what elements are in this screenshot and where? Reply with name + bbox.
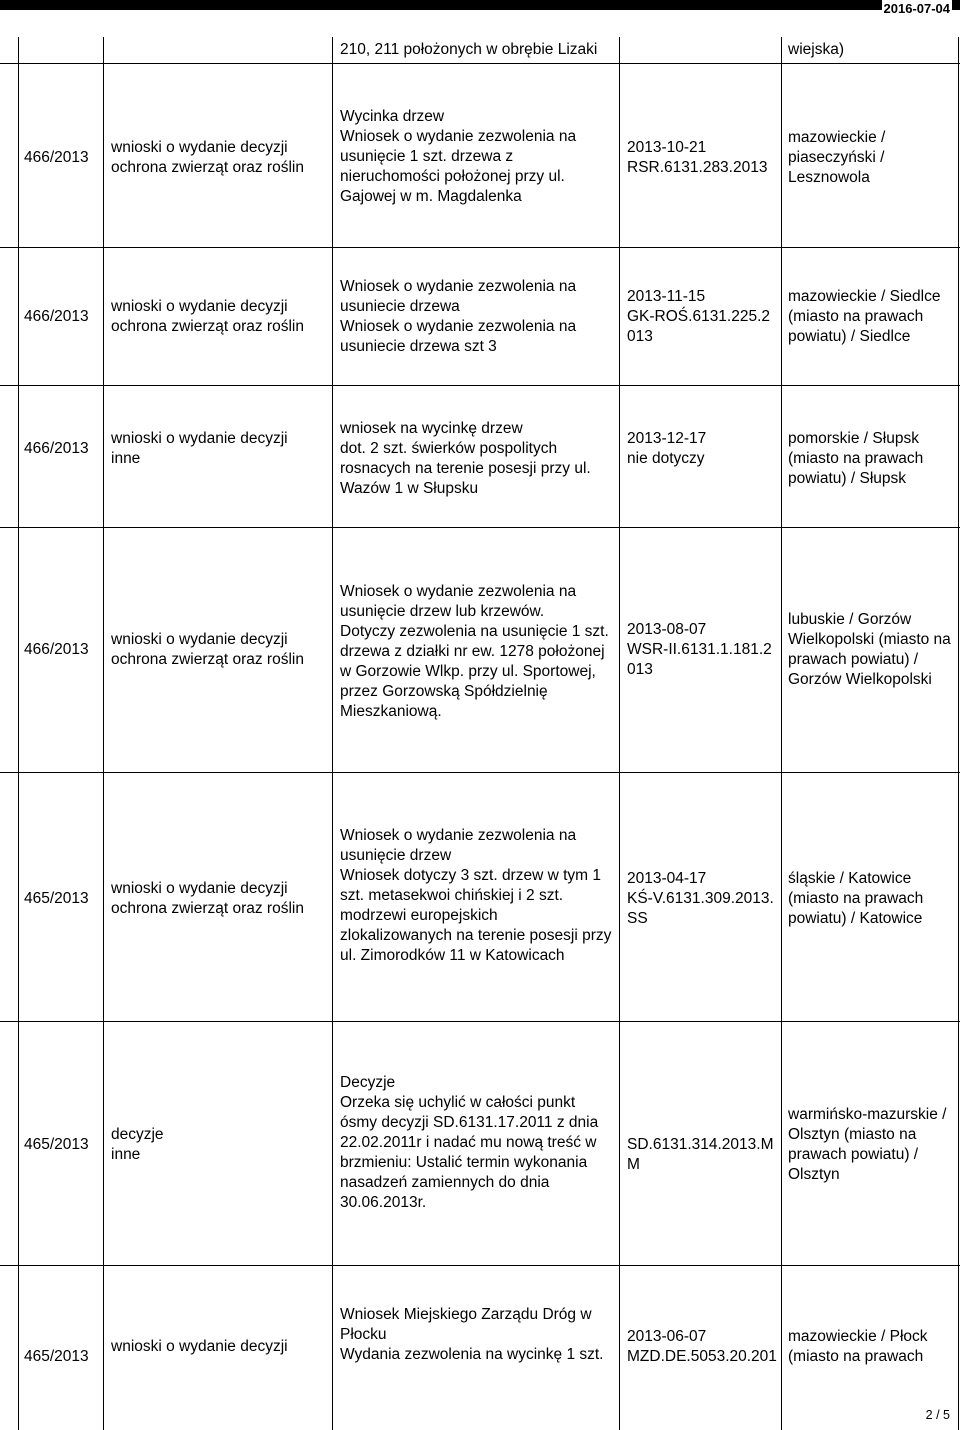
case-description-line: usuniecie drzewa szt 3 xyxy=(340,338,497,355)
case-description-line: Wniosek dotyczy 3 szt. drzew w tym 1 xyxy=(340,867,601,884)
column-divider xyxy=(619,37,620,1430)
case-date-reference xyxy=(627,620,772,680)
case-description-line: Decyzje xyxy=(340,1074,396,1091)
case-number: 465/2013 xyxy=(24,1136,89,1153)
case-number: 466/2013 xyxy=(24,641,89,658)
case-description-line: modrzewi europejskich xyxy=(340,907,498,924)
case-description-line: dot. 2 szt. świerków pospolitych xyxy=(340,440,558,457)
case-region-line: pomorskie / Słupsk xyxy=(788,430,919,447)
case-type-line: ochrona zwierząt oraz roślin xyxy=(111,318,304,335)
continued-region: wiejska) xyxy=(788,41,844,58)
case-region xyxy=(788,429,923,489)
case-date-reference-line: 2013-11-15 xyxy=(627,288,706,305)
case-region-line: lubuskie / Gorzów xyxy=(788,611,912,628)
case-description xyxy=(340,1305,604,1365)
case-description-line: Wniosek Miejskiego Zarządu Dróg w xyxy=(340,1306,592,1323)
case-region xyxy=(788,869,923,929)
case-description xyxy=(340,582,609,722)
header-bar xyxy=(0,0,960,10)
row-divider xyxy=(0,1265,960,1266)
case-description-line: przez Gorzowską Spółdzielnię xyxy=(340,683,548,700)
case-type-line: wnioski o wydanie decyzji xyxy=(111,139,288,156)
case-number: 465/2013 xyxy=(24,890,89,907)
case-date-reference-line: SS xyxy=(627,910,648,927)
case-date-reference-line: 013 xyxy=(627,328,653,345)
case-description-line: w Gorzowie Wlkp. przy ul. Sportowej, xyxy=(340,663,596,680)
case-description-line: ul. Zimorodków 11 w Katowicach xyxy=(340,947,565,964)
case-type-line: ochrona zwierząt oraz roślin xyxy=(111,900,304,917)
row-divider xyxy=(0,385,960,386)
case-number: 465/2013 xyxy=(24,1348,89,1365)
column-divider xyxy=(781,37,782,1430)
case-description-line: usuniecie drzewa xyxy=(340,298,460,315)
case-description-line: brzmieniu: Ustalić termin wykonania xyxy=(340,1154,588,1171)
case-type-line: inne xyxy=(111,450,141,467)
case-type-line: wnioski o wydanie decyzji xyxy=(111,631,288,648)
column-divider xyxy=(103,37,104,1430)
case-region xyxy=(788,287,940,347)
case-region-line: (miasto na prawach xyxy=(788,890,924,907)
case-region xyxy=(788,1105,946,1185)
case-description-line: 22.02.2011r i nadać mu nową treść w xyxy=(340,1134,597,1151)
case-date-reference-line: 2013-06-07 xyxy=(627,1328,707,1345)
case-type xyxy=(111,630,304,670)
case-region-line: Lesznowola xyxy=(788,169,870,186)
page-number: 2 / 5 xyxy=(925,1408,950,1422)
case-number: 466/2013 xyxy=(24,440,89,457)
case-region xyxy=(788,1327,928,1367)
case-description-line: usunięcie drzew xyxy=(340,847,452,864)
case-description-line: Płocku xyxy=(340,1326,387,1343)
case-region-line: Wielkopolski (miasto na xyxy=(788,631,951,648)
case-date-reference-line: 2013-04-17 xyxy=(627,870,707,887)
case-date-reference xyxy=(627,1135,774,1175)
case-description-line: ósmy decyzji SD.6131.17.2011 z dnia xyxy=(340,1114,599,1131)
case-type xyxy=(111,429,288,469)
case-region xyxy=(788,610,951,690)
case-description-line: usunięcie 1 szt. drzewa z xyxy=(340,148,514,165)
case-date-reference xyxy=(627,138,767,178)
case-region-line: piaseczyński / xyxy=(788,149,885,166)
case-description xyxy=(340,1073,598,1213)
case-type-line: ochrona zwierząt oraz roślin xyxy=(111,159,304,176)
case-date-reference-line: KŚ-V.6131.309.2013. xyxy=(627,890,774,907)
case-description-line: Wniosek o wydanie zezwolenia na xyxy=(340,318,577,335)
table-border-left xyxy=(18,37,19,1430)
case-date-reference-line: 2013-12-17 xyxy=(627,430,707,447)
case-description-line: Wycinka drzew xyxy=(340,108,445,125)
column-divider xyxy=(332,37,333,1430)
case-date-reference-line: RSR.6131.283.2013 xyxy=(627,159,768,176)
row-divider xyxy=(0,527,960,528)
case-region-line: powiatu) / Słupsk xyxy=(788,470,907,487)
case-description-line: Dotyczy zezwolenia na usunięcie 1 szt. xyxy=(340,623,609,640)
case-type-line: wnioski o wydanie decyzji xyxy=(111,298,288,315)
case-description-line: nieruchomości położonej przy ul. xyxy=(340,168,565,185)
case-date-reference-line: M xyxy=(627,1156,640,1173)
case-region-line: Gorzów Wielkopolski xyxy=(788,671,932,688)
case-date-reference-line: SD.6131.314.2013.M xyxy=(627,1136,774,1153)
case-date-reference-line: MZD.DE.5053.20.201 xyxy=(627,1348,777,1365)
case-date-reference-line: 013 xyxy=(627,661,653,678)
row-divider xyxy=(0,63,960,64)
case-date-reference-line: WSR-II.6131.1.181.2 xyxy=(627,641,772,658)
case-description-line: nasadzeń zamiennych do dnia xyxy=(340,1174,550,1191)
case-description-line: 30.06.2013r. xyxy=(340,1194,427,1211)
case-type-line: wnioski o wydanie decyzji xyxy=(111,880,288,897)
case-description-line: rosnacych na terenie posesji przy ul. xyxy=(340,460,591,477)
case-description-line: szt. metasekwoi chińskiej i 2 szt. xyxy=(340,887,564,904)
case-region-line: mazowieckie / Siedlce xyxy=(788,288,941,305)
continued-description: 210, 211 położonych w obrębie Lizaki xyxy=(340,41,598,58)
case-region-line: (miasto na prawach xyxy=(788,1348,924,1365)
case-date-reference xyxy=(627,287,770,347)
case-region-line: powiatu) / Siedlce xyxy=(788,328,911,345)
case-region-line: śląskie / Katowice xyxy=(788,870,912,887)
case-description-line: Gajowej w m. Magdalenka xyxy=(340,188,522,205)
case-description-line: Wniosek o wydanie zezwolenia na xyxy=(340,583,577,600)
register-table xyxy=(0,37,960,1430)
document-date: 2016-07-04 xyxy=(882,0,953,20)
case-description-line: usunięcie drzew lub krzewów. xyxy=(340,603,545,620)
case-date-reference xyxy=(627,429,706,469)
case-type-line: decyzje xyxy=(111,1126,164,1143)
table-border-right xyxy=(958,37,959,1430)
case-description xyxy=(340,419,591,499)
case-date-reference-line: 2013-10-21 xyxy=(627,139,707,156)
case-region-line: prawach powiatu) / xyxy=(788,651,919,668)
case-description-line: wniosek na wycinkę drzew xyxy=(340,420,523,437)
case-type-line: wnioski o wydanie decyzji xyxy=(111,430,288,447)
case-region-line: prawach powiatu) / xyxy=(788,1146,919,1163)
case-description-line: Mieszkaniową. xyxy=(340,703,442,720)
case-number: 466/2013 xyxy=(24,308,89,325)
row-divider xyxy=(0,247,960,248)
case-date-reference-line: 2013-08-07 xyxy=(627,621,707,638)
case-type-line: ochrona zwierząt oraz roślin xyxy=(111,651,304,668)
case-description-line: zlokalizowanych na terenie posesji przy xyxy=(340,927,612,944)
case-type xyxy=(111,879,304,919)
case-type-line: inne xyxy=(111,1146,141,1163)
case-region-line: mazowieckie / xyxy=(788,129,886,146)
case-type-line: wnioski o wydanie decyzji xyxy=(111,1338,288,1355)
case-description-line: Wydania zezwolenia na wycinkę 1 szt. xyxy=(340,1346,604,1363)
case-region-line: (miasto na prawach xyxy=(788,308,924,325)
case-region-line: (miasto na prawach xyxy=(788,450,924,467)
case-description-line: Wniosek o wydanie zezwolenia na xyxy=(340,128,577,145)
case-description-line: Wazów 1 w Słupsku xyxy=(340,480,479,497)
case-description-line: drzewa z działki nr ew. 1278 położonej xyxy=(340,643,605,660)
case-region-line: powiatu) / Katowice xyxy=(788,910,923,927)
case-type xyxy=(111,138,304,178)
case-number: 466/2013 xyxy=(24,149,89,166)
case-date-reference-line: nie dotyczy xyxy=(627,450,705,467)
case-region-line: Olsztyn xyxy=(788,1166,840,1183)
case-description xyxy=(340,826,611,966)
case-region xyxy=(788,128,885,188)
case-region-line: mazowieckie / Płock xyxy=(788,1328,928,1345)
case-description xyxy=(340,277,576,357)
row-divider xyxy=(0,772,960,773)
case-description-line: Wniosek o wydanie zezwolenia na xyxy=(340,827,577,844)
case-date-reference-line: GK-ROŚ.6131.225.2 xyxy=(627,308,771,325)
case-region-line: warmińsko-mazurskie / xyxy=(788,1106,947,1123)
case-date-reference xyxy=(627,869,774,929)
row-divider xyxy=(0,1021,960,1022)
case-description xyxy=(340,107,576,207)
case-description-line: Wniosek o wydanie zezwolenia na xyxy=(340,278,577,295)
case-type xyxy=(111,297,304,337)
case-type xyxy=(111,1125,164,1165)
case-description-line: Orzeka się uchylić w całości punkt xyxy=(340,1094,576,1111)
case-region-line: Olsztyn (miasto na xyxy=(788,1126,917,1143)
case-type xyxy=(111,1337,288,1357)
case-date-reference xyxy=(627,1327,777,1367)
